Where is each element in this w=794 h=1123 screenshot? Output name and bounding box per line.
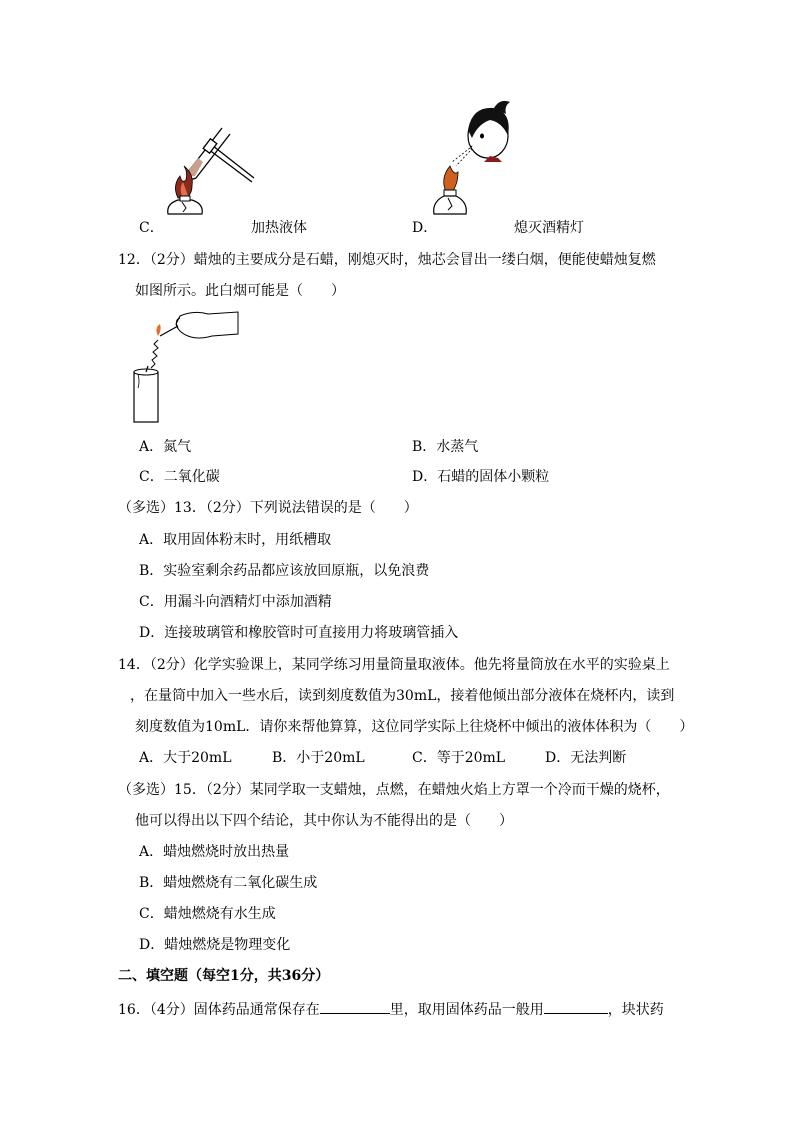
candle-relight-figure — [128, 306, 240, 426]
q16-stem — [118, 999, 664, 1019]
q11-option-c-label: C． — [139, 220, 164, 236]
q13-option-a: A．取用固体粉末时，用纸槽取 — [139, 532, 332, 548]
q16-part3: ，块状药 — [607, 1002, 664, 1018]
q15-option-a: A．蜡烛燃烧时放出热量 — [139, 844, 290, 860]
q12-option-d: D．石蜡的固体小颗粒 — [412, 469, 550, 485]
q12-option-b: B．水蒸气 — [412, 439, 479, 455]
q12-stem-line1: 12．（2分）蜡烛的主要成分是石蜡，刚熄灭时，烛芯会冒出一缕白烟，便能使蜡烛复燃 — [118, 252, 656, 268]
q16-blank-1[interactable] — [320, 999, 390, 1014]
q12-stem-line2: 如图所示。此白烟可能是（ ） — [135, 283, 345, 299]
q15-stem-line1: （多选）15．（2分）某同学取一支蜡烛，点燃，在蜡烛火焰上方罩一个冷而干燥的烧杯， — [118, 782, 670, 798]
blow-out-lamp-figure — [432, 96, 522, 216]
q14-stem-line3: 刻度数值为10mL．请你来帮他算算，这位同学实际上往烧杯中倾出的液体体积为（ ） — [135, 719, 694, 735]
q16-part2: 里，取用固体药品一般用 — [389, 1002, 544, 1018]
q13-stem: （多选）13．（2分）下列说法错误的是（ ） — [118, 500, 418, 516]
q14-stem-line1: 14．（2分）化学实验课上，某同学练习用量筒量取液体。他先将量筒放在水平的实验桌上 — [118, 657, 670, 673]
q14-option-b: B．小于20mL — [272, 750, 365, 766]
q11-option-d-caption: 熄灭酒精灯 — [514, 220, 584, 236]
q14-option-a: A．大于20mL — [139, 750, 232, 766]
q15-option-d: D．蜡烛燃烧是物理变化 — [139, 937, 291, 953]
q11-option-d-label: D． — [412, 220, 438, 236]
q12-option-a: A．氮气 — [139, 439, 192, 455]
section-heading: 二、填空题（每空1分，共36分） — [118, 968, 330, 984]
q13-option-d: D．连接玻璃管和橡胶管时可直接用力将玻璃管插入 — [139, 625, 459, 641]
q11-option-c-caption: 加热液体 — [251, 220, 307, 236]
q15-option-b: B．蜡烛燃烧有二氧化碳生成 — [139, 875, 318, 891]
q12-option-c: C．二氧化碳 — [139, 469, 220, 485]
heating-liquid-figure — [158, 120, 258, 215]
q14-option-d: D．无法判断 — [545, 750, 627, 766]
q15-option-c: C．蜡烛燃烧有水生成 — [139, 906, 276, 922]
q16-blank-2[interactable] — [544, 999, 608, 1014]
q13-option-c: C．用漏斗向酒精灯中添加酒精 — [139, 594, 332, 610]
q13-option-b: B．实验室剩余药品都应该放回原瓶，以免浪费 — [139, 563, 430, 579]
q14-stem-line2: ，在量筒中加入一些水后，读到刻度数值为30mL，接着他倾出部分液体在烧杯内，读到 — [130, 688, 675, 704]
q14-option-c: C．等于20mL — [412, 750, 506, 766]
q15-stem-line2: 他可以得出以下四个结论，其中你认为不能得出的是（ ） — [135, 813, 513, 829]
q16-part1: 16．（4分）固体药品通常保存在 — [118, 1002, 320, 1018]
